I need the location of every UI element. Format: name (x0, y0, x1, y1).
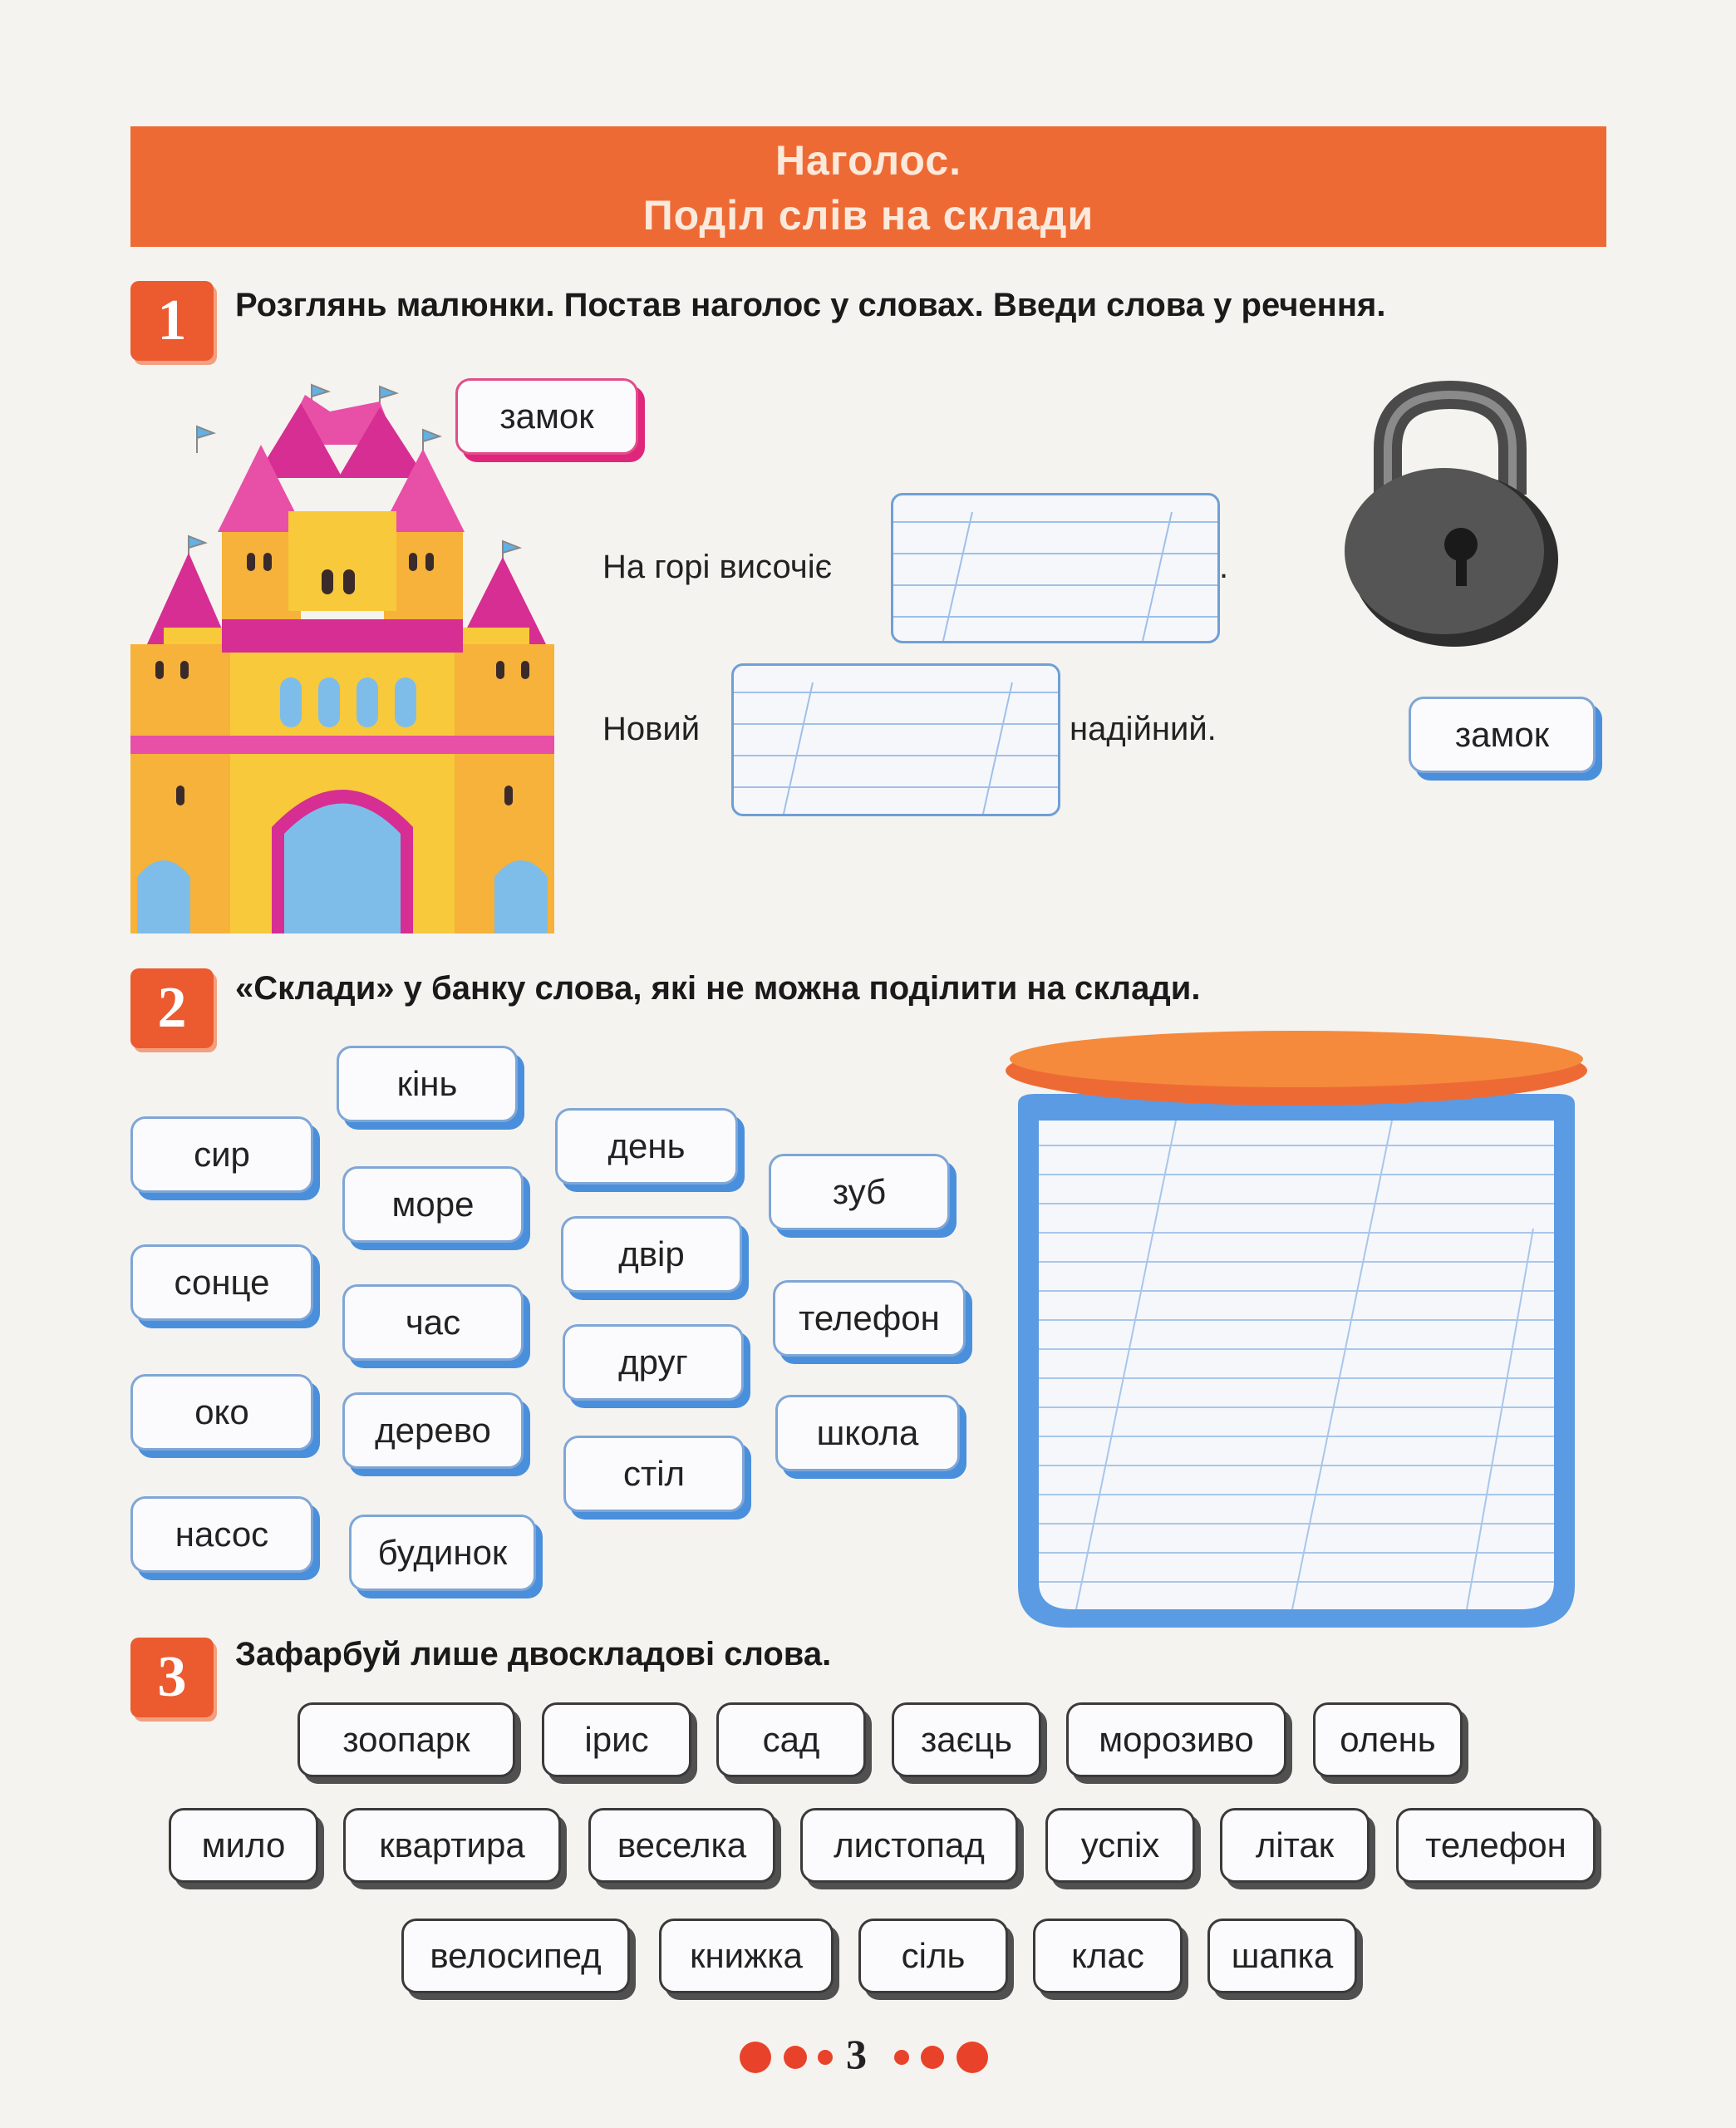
answer-box-2-lines (734, 666, 1058, 814)
sentence-2-end: надійний. (1070, 711, 1217, 747)
task-3-number: 3 (130, 1638, 214, 1717)
word-tile[interactable]: клас (1033, 1919, 1183, 1993)
word-tile[interactable]: морозиво (1066, 1702, 1286, 1777)
word-tile[interactable]: сад (716, 1702, 866, 1777)
task-1-instruction: Розглянь малюнки. Постав наголос у словах. Введи слова у речення. (235, 287, 1386, 323)
title-line-2: Поділ слів на склади (642, 192, 1094, 239)
word-tile[interactable]: велосипед (401, 1919, 630, 1993)
word-card[interactable]: стіл (563, 1436, 745, 1512)
word-tile[interactable]: листопад (800, 1808, 1018, 1883)
task-2-instruction: «Склади» у банку слова, які не можна поділити на склади. (235, 970, 1201, 1007)
title-line-1: Наголос. (775, 137, 962, 184)
padlock-illustration (1338, 378, 1562, 653)
word-card[interactable]: око (130, 1374, 313, 1451)
jar-illustration[interactable] (1001, 1012, 1591, 1632)
word-card-lock: замок (1409, 697, 1596, 773)
task-1-number: 1 (130, 281, 214, 361)
task-3-instruction: Зафарбуй лише двоскладові слова. (235, 1636, 832, 1672)
task-2-number: 2 (130, 968, 214, 1048)
word-tile[interactable]: веселка (588, 1808, 775, 1883)
word-card[interactable]: сир (130, 1116, 313, 1193)
word-card[interactable]: час (342, 1284, 524, 1361)
word-tile[interactable]: мило (169, 1808, 318, 1883)
word-tile[interactable]: телефон (1396, 1808, 1596, 1883)
sentence-2-start: Новий (602, 711, 701, 747)
word-card[interactable]: двір (561, 1216, 742, 1293)
word-card[interactable]: будинок (349, 1515, 536, 1591)
answer-box-1-lines (893, 495, 1217, 641)
word-card[interactable]: день (555, 1108, 738, 1185)
word-card[interactable]: зуб (769, 1154, 950, 1230)
word-tile[interactable]: олень (1313, 1702, 1463, 1777)
word-card[interactable]: насос (130, 1496, 313, 1573)
word-card[interactable]: школа (775, 1395, 960, 1471)
word-card[interactable]: дерево (342, 1392, 524, 1469)
sentence-1-text: На горі височіє (602, 549, 832, 585)
page-title (130, 126, 1606, 247)
word-card[interactable]: друг (563, 1324, 744, 1401)
word-tile[interactable]: квартира (343, 1808, 561, 1883)
word-tile[interactable]: заєць (892, 1702, 1041, 1777)
word-tile[interactable]: шапка (1207, 1919, 1357, 1993)
page-number-dots (735, 2032, 1001, 2082)
word-tile[interactable]: зоопарк (298, 1702, 515, 1777)
word-tile[interactable]: ірис (542, 1702, 691, 1777)
answer-box-2[interactable] (731, 663, 1060, 816)
word-card[interactable]: сонце (130, 1244, 313, 1321)
word-card-castle: замок (455, 378, 638, 455)
word-tile[interactable]: успіх (1045, 1808, 1195, 1883)
sentence-1-end: . (1219, 549, 1229, 585)
word-tile[interactable]: книжка (659, 1919, 834, 1993)
word-card[interactable]: телефон (773, 1280, 966, 1357)
word-card[interactable]: море (342, 1166, 524, 1243)
page-number: 3 (846, 2031, 867, 2077)
answer-box-1[interactable] (891, 493, 1220, 643)
word-tile[interactable]: сіль (858, 1919, 1008, 1993)
word-tile[interactable]: літак (1220, 1808, 1370, 1883)
castle-illustration (130, 378, 554, 933)
word-card[interactable]: кінь (337, 1046, 518, 1122)
